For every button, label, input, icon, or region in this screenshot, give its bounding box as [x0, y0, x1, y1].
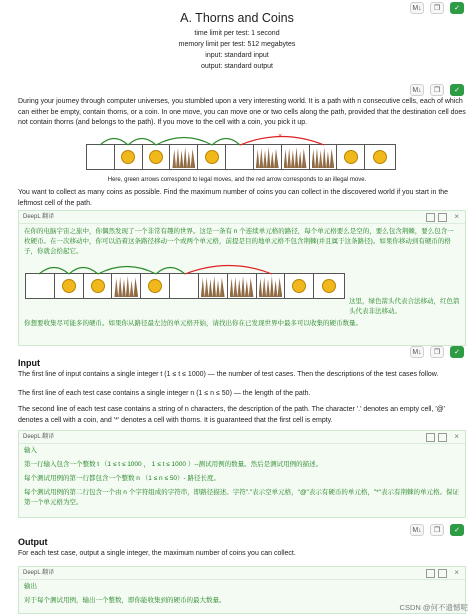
- deepl-text-1: 在你的电脑宇宙之旅中，你偶然发现了一个非常有趣的世界。这是一条有 n 个连续单元格的路径，每个单元格要么是空的，要么包含荆棘，要么包含一枚硬币。在一次移动中，你可以沿着这条路径移动一个或两个单元格，前提是目的地单元格不包含荆棘(并且属于这条路径)。如果你移动到有硬币的格子，你就会拾起它。: [24, 228, 454, 255]
- coin-icon: [62, 279, 76, 293]
- deepl-translation-1: [18, 210, 466, 346]
- expand-icon[interactable]: [438, 213, 447, 222]
- thorns-icon: [114, 276, 138, 297]
- coin-icon: [121, 150, 135, 164]
- problem-title: A. Thorns and Coins: [180, 11, 294, 25]
- statement-p2: You want to collect as many coins as possible. Find the maximum number of coins you can collect in the discovered world if you start in the leftmost cell of the path.: [18, 189, 449, 207]
- deepl-text-2: 这里，绿色箭头代表合法移动，红色箭头代表非法移动。: [349, 298, 460, 315]
- input-heading: Input: [18, 358, 40, 368]
- check-icon[interactable]: ✓: [450, 2, 464, 14]
- thorns-icon: [312, 147, 335, 168]
- check-icon[interactable]: ✓: [450, 346, 464, 358]
- markdown-button[interactable]: M↓: [410, 346, 424, 358]
- deepl2-line3: 每个测试用例的第一行都包含一个整数 n （1 ≤ n ≤ 50）- 路径长度。: [24, 475, 221, 482]
- copy-icon[interactable]: ❐: [430, 84, 444, 96]
- close-icon[interactable]: ×: [454, 568, 459, 577]
- coin-icon: [292, 279, 306, 293]
- thorns-icon: [230, 276, 254, 297]
- coin-icon: [205, 150, 219, 164]
- input-p3: The second line of each test case contains a string of n characters, the description of the path. The character '.' denotes an empty cell, '@' denotes a cell with a coin, and '*' denotes a cell with thorns. It is guaranteed that the first cell is empty.: [18, 406, 446, 424]
- move-arrows: [86, 130, 396, 146]
- thorns-icon: [284, 147, 307, 168]
- thorns-icon: [172, 147, 195, 168]
- coin-icon: [373, 150, 387, 164]
- statement-p1: During your journey through computer universes, you stumbled upon a very interesting world. It is a path with n consecutive cells, each of which can either be empty, contain thorns, or a coin. In one move, you can move one or two cells along the path, provided that the destination cell does not contain thorns (and belongs to the path). If you move to the cell with a coin, you pick it up.: [18, 98, 466, 126]
- deepl3-line1: 输出: [24, 583, 37, 590]
- coin-icon: [322, 279, 336, 293]
- deepl-header: DeepL 翻译: [19, 567, 465, 580]
- input-spec: input: standard input: [205, 52, 269, 59]
- expand-icon[interactable]: [438, 569, 447, 578]
- path-illustration-2: [25, 273, 345, 299]
- copy-icon[interactable]: ❐: [430, 524, 444, 536]
- deepl-text-3: 你想要收集尽可能多的硬币。如果你从路径最左边的单元格开始，请找出你在已发现世界中最多可以收集的硬币数量。: [24, 320, 362, 327]
- close-icon[interactable]: ×: [454, 432, 459, 441]
- close-icon[interactable]: ×: [454, 212, 459, 221]
- copy-icon[interactable]: [426, 213, 435, 222]
- input-p2: The first line of each test case contains a single integer n (1 ≤ n ≤ 50) — the length of the path.: [18, 390, 311, 397]
- check-icon[interactable]: ✓: [450, 84, 464, 96]
- coin-icon: [148, 279, 162, 293]
- input-p1: The first line of input contains a single integer t (1 ≤ t ≤ 1000) — the number of test cases. Then the descriptions of the test cases follow.: [18, 371, 439, 378]
- thorns-icon: [201, 276, 225, 297]
- deepl-translation-2: [18, 430, 466, 518]
- copy-icon[interactable]: ❐: [430, 346, 444, 358]
- move-arrows-2: [25, 259, 345, 275]
- figure-caption: Here, green arrows correspond to legal moves, and the red arrow corresponds to an illegal move.: [107, 177, 367, 183]
- markdown-button[interactable]: M↓: [410, 84, 424, 96]
- svg-text:×: ×: [278, 133, 283, 140]
- deepl-header: DeepL 翻译: [19, 431, 465, 444]
- thorns-icon: [256, 147, 279, 168]
- copy-icon[interactable]: ❐: [430, 2, 444, 14]
- coin-icon: [344, 150, 358, 164]
- coin-icon: [91, 279, 105, 293]
- coin-icon: [149, 150, 163, 164]
- thorns-icon: [259, 276, 283, 297]
- path-illustration: [86, 144, 396, 170]
- copy-icon[interactable]: [426, 433, 435, 442]
- markdown-button[interactable]: M↓: [410, 2, 424, 14]
- deepl2-line2: 第一行输入包含一个整数 t （1 ≤ t ≤ 1000 ， 1 ≤ t ≤ 1000 ）--测试用例的数量。然后是测试用例的描述。: [24, 461, 323, 468]
- output-heading: Output: [18, 537, 48, 547]
- check-icon[interactable]: ✓: [450, 524, 464, 536]
- time-limit: time limit per test: 1 second: [194, 30, 280, 37]
- deepl3-line2: 对于每个测试用例，输出一个整数，即你能收集到的硬币的最大数量。: [24, 597, 226, 604]
- expand-icon[interactable]: [438, 433, 447, 442]
- output-spec: output: standard output: [201, 63, 273, 70]
- copy-icon[interactable]: [426, 569, 435, 578]
- deepl2-line1: 输入: [24, 447, 37, 454]
- deepl-header: DeepL 翻译: [19, 211, 465, 224]
- memory-limit: memory limit per test: 512 megabytes: [178, 41, 296, 48]
- watermark: CSDN @何不遗憾呢: [399, 603, 468, 612]
- markdown-button[interactable]: M↓: [410, 524, 424, 536]
- deepl2-line4: 每个测试用例的第二行包含一个由 n 个字符组成的字符串，即路径描述。字符"."表示空单元格，"@"表示有硬币的单元格，"*"表示有荆棘的单元格。保证第一个单元格为空。: [24, 489, 460, 506]
- output-p1: For each test case, output a single integer, the maximum number of coins you can collect.: [18, 550, 296, 557]
